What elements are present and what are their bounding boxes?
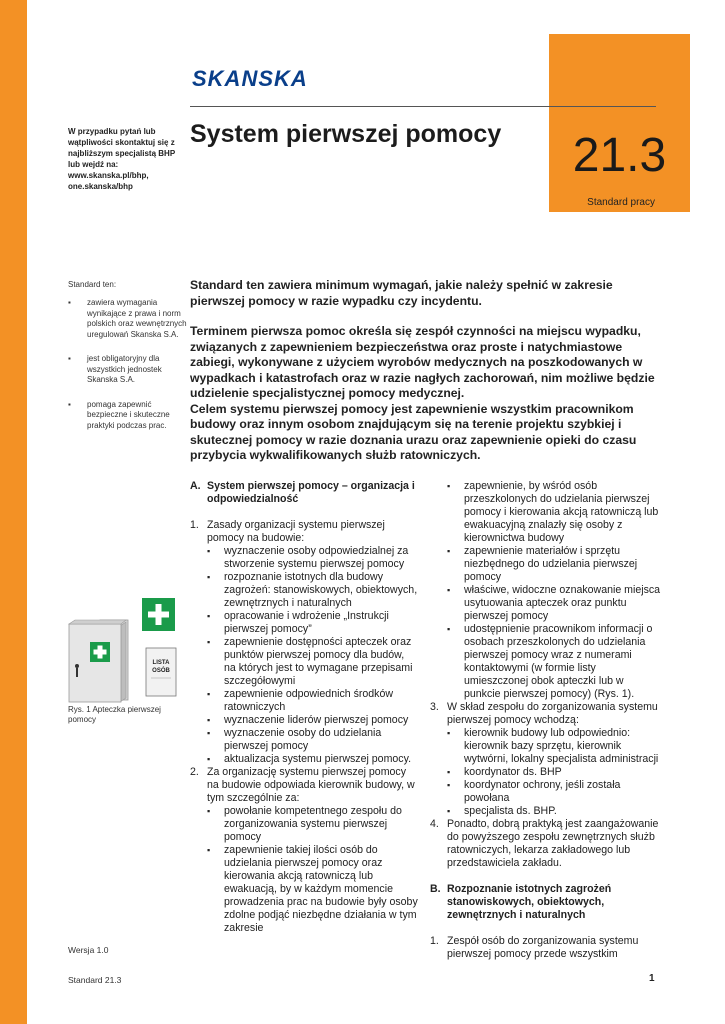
list-item: ▪ wyznaczenie osoby do udzielania pierwszej pomocy xyxy=(207,727,418,753)
section-a-heading xyxy=(190,480,418,506)
left-accent-bar xyxy=(0,0,27,1024)
standard-number-box xyxy=(549,34,690,212)
item-text: Zasady organizacji systemu pierwszej pomocy na budowie: xyxy=(207,519,385,544)
cabinet-top xyxy=(69,620,126,624)
intro-paragraph: Terminem pierwsza pomoc określa się zespół czynności na miejscu wypadku, związanych z zapewnieniem bezpieczeństwa oraz proste i natychmiastowe zabiegi, wykonywane z użyciem wyrobów medycznych na poszkodowanych w wypadkach i katastrofach oraz w razie nagłych zachorowań, nim możliwe będzie udzielenie specjalistycznej pomocy medycznej. xyxy=(190,324,655,400)
bullet-list xyxy=(207,805,418,935)
section-a-item-3 xyxy=(430,701,662,818)
list-item: ▪ zapewnienie materiałów i sprzętu niezbędnego do udzielania pierwszej pomocy xyxy=(447,545,662,584)
bullet-list xyxy=(207,545,418,766)
list-item: ▪ zapewnienie odpowiednich środków ratowniczych xyxy=(207,688,418,714)
person-list-label-line1: LISTA xyxy=(152,660,170,666)
intro-text xyxy=(190,278,660,464)
list-item: ▪ rozpoznanie istotnych dla budowy zagrożeń: stanowiskowych, obiektowych, zewnętrznych i naturalnych xyxy=(207,571,418,610)
list-item: ▪ zapewnienie takiej ilości osób do udzielania pierwszej pomocy oraz kierowania akcją ratowniczą lub ewakuacją, by w każdym momencie prowadzenia prac na budowie były osoby zdolne podjąć niezbędne działania w tym zakresie xyxy=(207,844,418,935)
cabinet-front xyxy=(69,624,121,702)
person-list-label-line2: OSÓB xyxy=(152,668,170,674)
bullet-list xyxy=(447,727,662,818)
section-b-item-1 xyxy=(430,935,662,961)
header-divider xyxy=(190,106,656,107)
list-item: ▪ właściwe, widoczne oznakowanie miejsca usytuowania apteczek oraz punktu pierwszej pomocy xyxy=(447,584,662,623)
first-aid-kit-illustration xyxy=(68,598,184,704)
list-item: ▪ wyznaczenie osoby odpowiedzialnej za stworzenie systemu pierwszej pomocy xyxy=(207,545,418,571)
section-a-item-2 xyxy=(190,766,418,935)
sidebar-item: ▪ pomaga zapewnić bezpieczne i skuteczne praktyki podczas prac. xyxy=(68,400,188,432)
version-label: Wersja 1.0 xyxy=(68,945,109,955)
first-aid-sign-cross-v xyxy=(156,604,162,625)
sidebar-title: Standard ten: xyxy=(68,280,117,289)
item-text: Za organizację systemu pierwszej pomocy na budowie odpowiada kierownik budowy, w tym szczególnie za: xyxy=(207,766,415,804)
item-number: 1. xyxy=(430,935,439,947)
section-a-title: System pierwszej pomocy – organizacja i odpowiedzialność xyxy=(207,480,415,505)
contact-note: W przypadku pytań lub wątpliwości skontaktuj się z najbliższym specjalistą BHP lub wejdź na: www.skanska.pl/bhp, one.skanska/bhp xyxy=(68,127,176,191)
section-b-letter: B. xyxy=(430,883,441,895)
standard-number: 21.3 xyxy=(572,129,667,182)
cabinet-cross-v xyxy=(98,646,103,659)
figure-caption: Rys. 1 Apteczka pierwszej pomocy xyxy=(68,705,161,724)
section-b-heading xyxy=(430,883,662,922)
page-title: System pierwszej pomocy xyxy=(190,120,502,148)
list-item: ▪ opracowanie i wdrożenie „Instrukcji pierwszej pomocy” xyxy=(207,610,418,636)
cabinet-lock-stem xyxy=(76,668,78,677)
standard-label: Standard pracy xyxy=(587,197,655,208)
item-number: 3. xyxy=(430,701,439,713)
bullet-list xyxy=(447,480,662,701)
sidebar-item: ▪ zawiera wymagania wynikające z prawa i norm polskich oraz wewnętrznych uregulowań Skanska S.A. xyxy=(68,298,188,340)
list-item: ▪ zapewnienie dostępności apteczek oraz punktów pierwszej pomocy dla budów, na których jest to wymagane przepisami szczegółowymi xyxy=(207,636,418,688)
list-item: ▪ wyznaczenie liderów pierwszej pomocy xyxy=(207,714,418,727)
section-a-letter: A. xyxy=(190,480,201,492)
skanska-logo: SKANSKA xyxy=(192,66,308,91)
intro-paragraph: Standard ten zawiera minimum wymagań, jakie należy spełnić w zakresie pierwszej pomocy w razie wypadku czy incydentu. xyxy=(190,278,613,308)
section-a-item-4 xyxy=(430,818,662,870)
item-text: Zespół osób do zorganizowania systemu pierwszej pomocy przede wszystkim xyxy=(447,935,639,960)
cabinet-lock xyxy=(75,664,79,668)
page-number: 1 xyxy=(649,973,655,984)
sidebar-list xyxy=(68,298,188,445)
item-number: 2. xyxy=(190,766,199,778)
item-text: Ponadto, dobrą praktyką jest zaangażowanie do powyższego zespołu zewnętrznych służb ratowniczych, lekarza zakładowego lub przedstawiciela zakładu. xyxy=(447,818,659,869)
list-item: ▪ powołanie kompetentnego zespołu do zorganizowania systemu pierwszej pomocy xyxy=(207,805,418,844)
list-item: ▪ udostępnienie pracownikom informacji o osobach przeszkolonych do udzielania pierwszej pomocy wraz z numerami kontaktowymi (w formie listy umieszczonej obok apteczki lub w punkcie pierwszej pomocy) (Rys. 1). xyxy=(447,623,662,701)
item-text: W skład zespołu do zorganizowania systemu pierwszej pomocy wchodzą: xyxy=(447,701,658,726)
item-number: 1. xyxy=(190,519,199,531)
section-a-item-1 xyxy=(190,519,418,766)
content-column-right xyxy=(430,480,662,961)
content-column-left xyxy=(190,480,418,935)
list-item: ▪ koordynator ochrony, jeśli została powołana xyxy=(447,779,662,805)
list-item: ▪ zapewnienie, by wśród osób przeszkolonych do udzielania pierwszej pomocy i kierowania akcją ratowniczą lub ewakuacyjną znalazły się osoby z kierownictwa budowy xyxy=(447,480,662,545)
list-item: ▪ koordynator ds. BHP xyxy=(447,766,662,779)
item-number: 4. xyxy=(430,818,439,830)
list-item: ▪ kierownik budowy lub odpowiednio: kierownik bazy sprzętu, kierownik wytwórni, lokalny specjalista administracji xyxy=(447,727,662,766)
list-item: ▪ aktualizacja systemu pierwszej pomocy. xyxy=(207,753,418,766)
sidebar-item: ▪ jest obligatoryjny dla wszystkich jednostek Skanska S.A. xyxy=(68,354,188,386)
intro-paragraph: Celem systemu pierwszej pomocy jest zapewnienie wszystkim pracownikom budowy oraz innym osobom znajdującym się na terenie projektu szybkiej i skutecznej pomocy w razie doznania urazu oraz zapewnienie opieki do czasu przybycia wykwalifikowanych służb ratowniczych. xyxy=(190,401,637,462)
section-b-title: Rozpoznanie istotnych zagrożeń stanowiskowych, obiektowych, zewnętrznych i naturalnych xyxy=(447,883,612,921)
footer-standard: Standard 21.3 xyxy=(68,975,122,985)
list-item: ▪ specjalista ds. BHP. xyxy=(447,805,662,818)
